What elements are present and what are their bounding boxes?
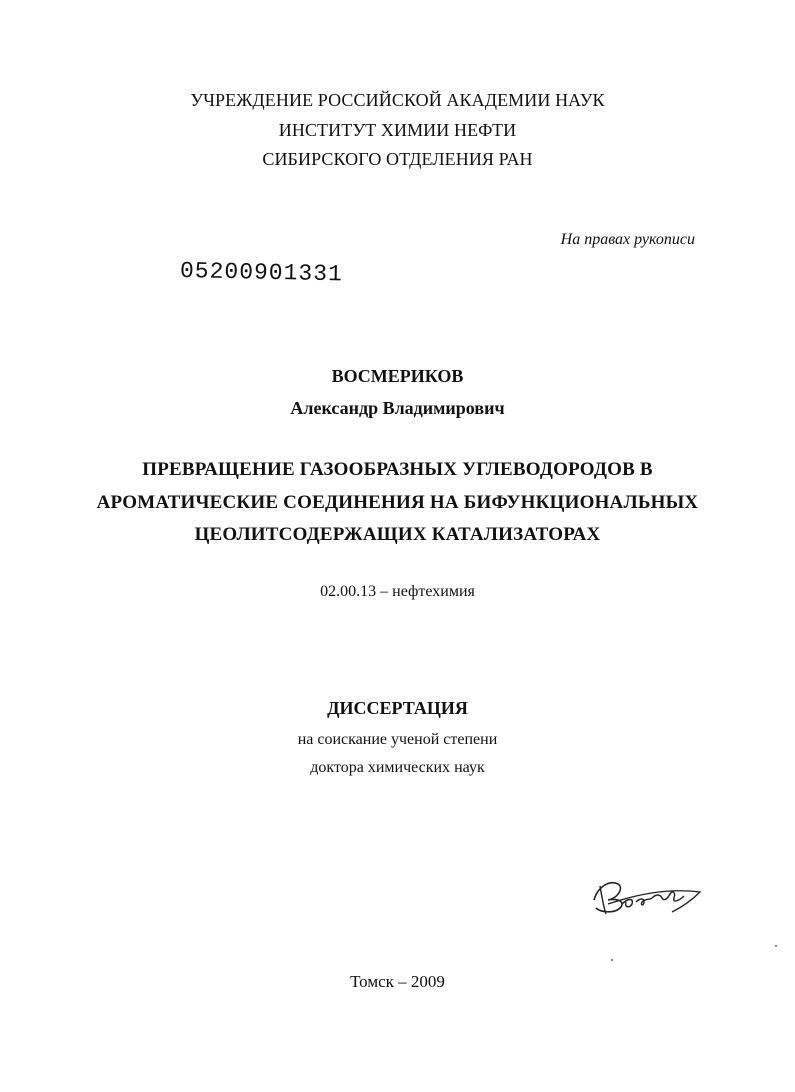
institution-line-2: ИНСТИТУТ ХИМИИ НЕФТИ	[278, 120, 517, 140]
place-and-year: Томск – 2009	[350, 972, 445, 991]
registration-number: 05200901331	[179, 258, 344, 288]
manuscript-rights-note: На правах рукописи	[560, 231, 695, 248]
degree-line-1: на соискание ученой степени	[297, 731, 498, 748]
document-type: ДИССЕРТАЦИЯ	[327, 698, 468, 718]
institution-line-1: УЧРЕЖДЕНИЕ РОССИЙСКОЙ АКАДЕМИИ НАУК	[190, 90, 605, 110]
signature-icon	[588, 868, 708, 928]
thesis-title-line-1: ПРЕВРАЩЕНИЕ ГАЗООБРАЗНЫХ УГЛЕВОДОРОДОВ В	[142, 459, 653, 480]
institution-line-3: СИБИРСКОГО ОТДЕЛЕНИЯ РАН	[262, 149, 533, 169]
author-surname: ВОСМЕРИКОВ	[331, 366, 464, 386]
specialty-code: 02.00.13 – нефтехимия	[320, 583, 475, 600]
scan-speck	[611, 959, 613, 961]
thesis-title-line-3: ЦЕОЛИТСОДЕРЖАЩИХ КАТАЛИЗАТОРАХ	[194, 524, 601, 545]
thesis-title-line-2: АРОМАТИЧЕСКИЕ СОЕДИНЕНИЯ НА БИФУНКЦИОНАЛЬНЫХ	[96, 492, 699, 513]
degree-line-2: доктора химических наук	[310, 759, 485, 776]
author-name: Александр Владимирович	[290, 398, 505, 418]
scan-speck	[775, 945, 777, 947]
